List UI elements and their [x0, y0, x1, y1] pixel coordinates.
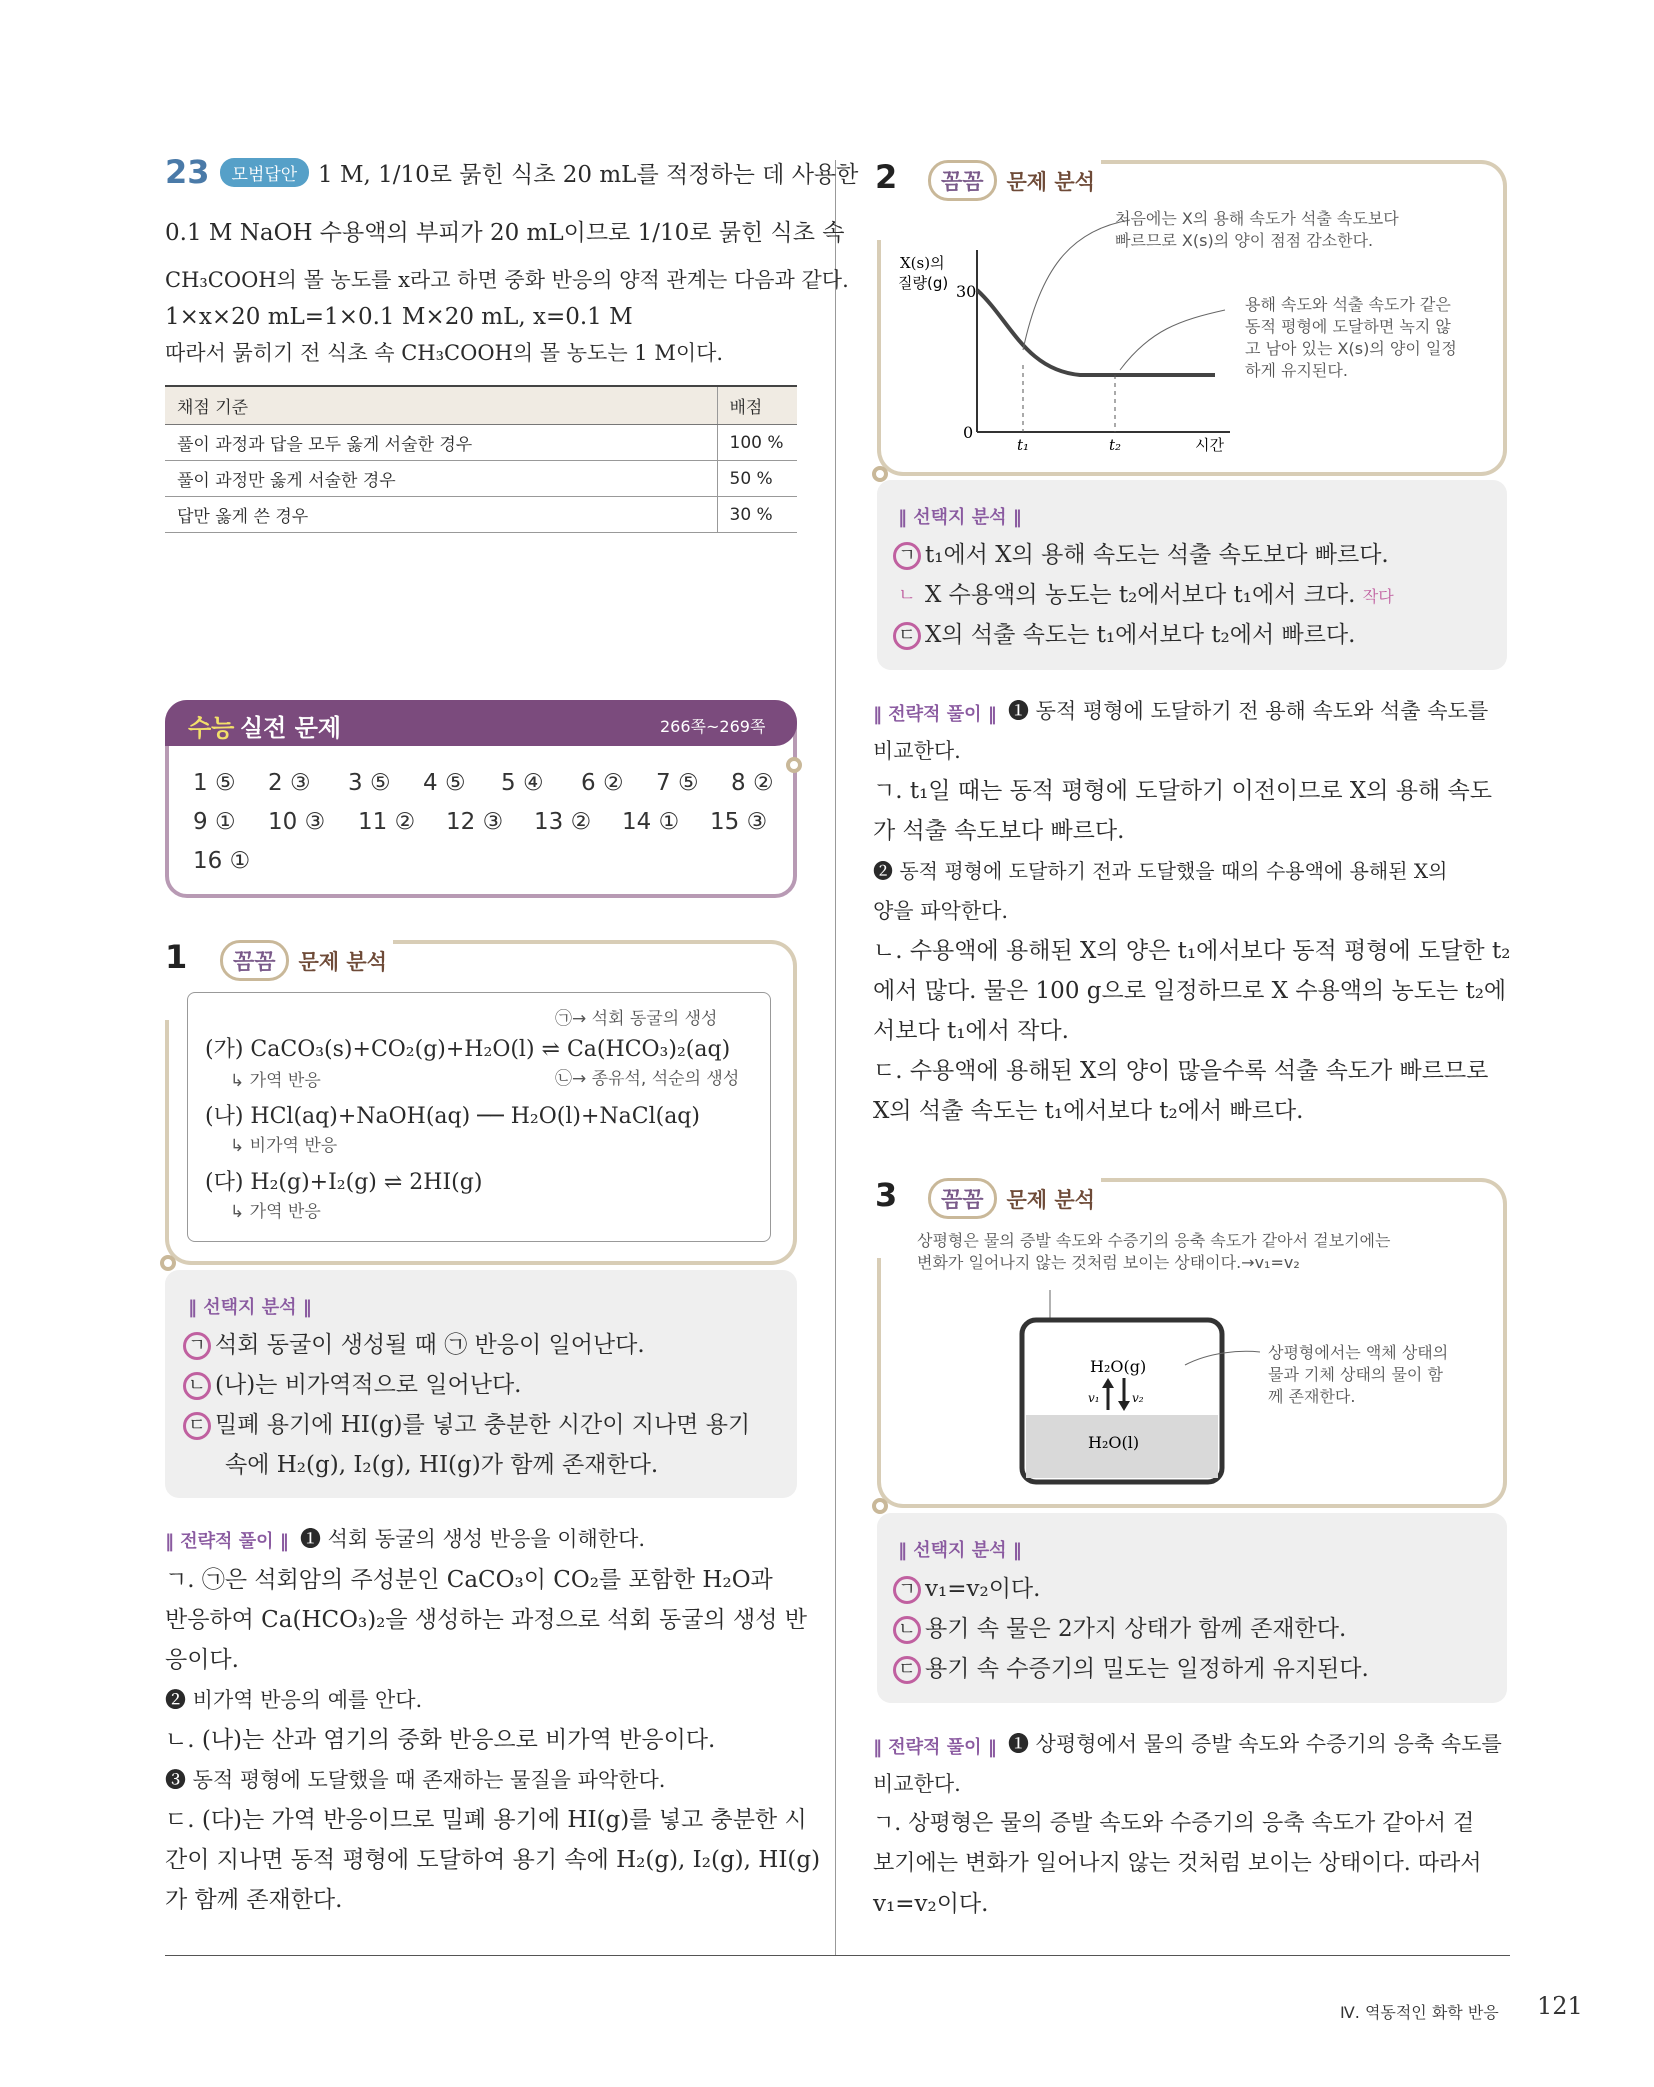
p1-strat-line: ❶ 석회 동굴의 생성 반응을 이해한다.: [300, 1527, 646, 1551]
p3-choice-2: ㄴ 용기 속 물은 2가지 상태가 함께 존재한다.: [893, 1614, 1346, 1644]
p1-strat-line: ❷ 비가역 반응의 예를 안다.: [165, 1688, 423, 1712]
model-answer-badge: 모범답안: [220, 158, 310, 187]
eq-na: (나) HCl(aq)+NaOH(aq) ── H₂O(l)+NaCl(aq): [205, 1104, 700, 1129]
answer-item: 7 ⑤: [656, 770, 699, 796]
eq-da-sub: ↳ 가역 반응: [230, 1202, 321, 1222]
table-cell: 30 %: [717, 497, 797, 533]
page-number: 121: [1537, 1992, 1583, 2020]
table-cell: 풀이 과정과 답을 모두 옳게 서술한 경우: [165, 425, 717, 461]
table-row: [165, 497, 797, 533]
p2-strat-line: ㄷ. 수용액에 용해된 X의 양이 많을수록 석출 속도가 빠르므로: [873, 1058, 1489, 1084]
kk-badge: 꼼꼼: [928, 1178, 997, 1219]
problem-2-dot: [872, 466, 888, 482]
p1-strat-line: ❸ 동적 평형에 도달했을 때 존재하는 물질을 파악한다.: [165, 1768, 666, 1792]
choice-analysis-title: ‖ 선택지 분석 ‖: [898, 1540, 1022, 1561]
p2-strat-line: ❷ 동적 평형에 도달하기 전과 도달했을 때의 수용액에 용해된 X의: [873, 859, 1448, 883]
p2-choice-2: ㄴ X 수용액의 농도는 t₂에서보다 t₁에서 크다. 작다: [898, 582, 1394, 608]
table-row: [165, 461, 797, 497]
p3-strat-line: v₁=v₂이다.: [873, 1891, 989, 1917]
answer-item: 13 ②: [534, 809, 592, 835]
problem-analysis-label: 문제 분석: [1006, 169, 1095, 194]
problem-3-dot: [872, 1498, 888, 1514]
table-header-points: 배점: [717, 386, 797, 425]
p2-note-2: 용해 속도와 석출 속도가 같은 동적 평형에 도달하면 녹지 않 고 남아 있는 X(s)의 양이 일정 하게 유지된다.: [1245, 295, 1457, 380]
problem-1-header: [214, 940, 393, 981]
col-divider: [835, 160, 836, 1955]
answer-item: 8 ②: [731, 770, 774, 796]
answer-item: 4 ⑤: [423, 770, 466, 796]
problem-1-number: 1: [165, 938, 188, 976]
p1-choice-3: ㄷ 밀폐 용기에 HI(g)를 넣고 충분한 시간이 지나면 용기: [183, 1410, 750, 1440]
problem-3-header: [922, 1178, 1101, 1219]
liquid-label: H₂O(l): [1088, 1433, 1140, 1452]
kk-badge: 꼼꼼: [220, 940, 289, 981]
p1-strat-line: 간이 지나면 동적 평형에 도달하여 용기 속에 H₂(g), I₂(g), HI(g): [165, 1847, 821, 1873]
scoring-table: [165, 385, 797, 533]
answer-item: 10 ③: [268, 809, 326, 835]
table-header-criteria: 채점 기준: [165, 386, 717, 425]
answer-item: 12 ③: [446, 809, 504, 835]
table-row: [165, 425, 797, 461]
p2-strat-line: ㄱ. t₁일 때는 동적 평형에 도달하기 이전이므로 X의 용해 속도: [873, 778, 1492, 804]
p2-strat-line: ❶ 동적 평형에 도달하기 전 용해 속도와 석출 속도를: [1008, 699, 1489, 723]
answer-item: 16 ①: [193, 848, 251, 874]
problem-3-frame-left: [877, 1258, 937, 1508]
eq-da: (다) H₂(g)+I₂(g) ⇌ 2HI(g): [205, 1170, 483, 1195]
q23-line-5: 따라서 묽히기 전 식초 속 CH₃COOH의 몰 농도는 1 M이다.: [165, 341, 724, 365]
answer-item: 6 ②: [581, 770, 624, 796]
answer-key-title-a: 수능: [188, 714, 235, 742]
q23-header: [165, 153, 309, 191]
p2-strat-line: 가 석출 속도보다 빠르다.: [873, 818, 1125, 844]
t1-label: t₁: [1017, 436, 1030, 454]
p2-strat-line: 에서 많다. 물은 100 g으로 일정하므로 X 수용액의 농도는 t₂에: [873, 978, 1507, 1004]
eq-ga-note-1: ㉠→ 석회 동굴의 생성: [555, 1009, 718, 1029]
footer-rule: [165, 1955, 1510, 1956]
p2-strat-line: 서보다 t₁에서 작다.: [873, 1018, 1069, 1044]
p3-note-right: 상평형에서는 액체 상태의 물과 기체 상태의 물이 함 께 존재한다.: [1268, 1343, 1449, 1406]
p2-choice-3: ㄷ X의 석출 속도는 t₁에서보다 t₂에서 빠르다.: [893, 620, 1355, 650]
choice-analysis-title: ‖ 선택지 분석 ‖: [898, 507, 1022, 528]
p1-choice-2: ㄴ (나)는 비가역적으로 일어난다.: [183, 1370, 522, 1400]
p1-strat-label: ‖ 전략적 풀이 ‖: [165, 1531, 289, 1552]
p1-choice-1: ㄱ 석회 동굴이 생성될 때 ㉠ 반응이 일어난다.: [183, 1330, 645, 1360]
mass-curve: [977, 290, 1215, 375]
answer-item: 2 ③: [268, 770, 311, 796]
answer-item: 14 ①: [622, 809, 680, 835]
p1-strat-line: 응이다.: [165, 1647, 239, 1673]
p3-choice-1: ㄱ v₁=v₂이다.: [893, 1574, 1040, 1604]
table-cell: 답만 옳게 쓴 경우: [165, 497, 717, 533]
p1-strat-line: 반응하여 Ca(HCO₃)₂을 생성하는 과정으로 석회 동굴의 생성 반: [165, 1607, 807, 1633]
eq-na-sub: ↳ 비가역 반응: [230, 1136, 338, 1156]
answer-item: 11 ②: [358, 809, 416, 835]
p3-strat-line: 보기에는 변화가 일어나지 않는 것처럼 보이는 상태이다. 따라서: [873, 1851, 1482, 1876]
y-label-2: 질량(g): [898, 274, 949, 292]
answer-item: 3 ⑤: [348, 770, 391, 796]
problem-2-header: [922, 160, 1101, 201]
p2-strat-label: ‖ 전략적 풀이 ‖: [873, 704, 997, 725]
answer-row-1: [193, 770, 791, 796]
correction-mark: 작다: [1362, 587, 1394, 606]
answer-row-3: [193, 848, 250, 874]
q23-line-2: 0.1 M NaOH 수용액의 부피가 20 mL이므로 1/10로 묽힌 식초 속: [165, 220, 845, 246]
problem-3-number: 3: [875, 1176, 898, 1214]
p1-choice-3b: 속에 H₂(g), I₂(g), HI(g)가 함께 존재한다.: [225, 1452, 659, 1478]
q23-line-3: CH₃COOH의 몰 농도를 x라고 하면 중화 반응의 양적 관계는 다음과 같다.: [165, 268, 849, 292]
p3-note-top: 상평형은 물의 증발 속도와 수증기의 응축 속도가 같아서 겉보기에는 변화가 일어나지 않는 것처럼 보이는 상태이다.→v₁=v₂: [917, 1231, 1391, 1272]
answer-item: 5 ④: [501, 770, 544, 796]
p1-strat-line: ㄱ. ㉠은 석회암의 주성분인 CaCO₃이 CO₂를 포함한 H₂O과: [165, 1567, 773, 1593]
p1-strat-line: ㄴ. (나)는 산과 염기의 중화 반응으로 비가역 반응이다.: [165, 1727, 716, 1753]
v1-label: v₁: [1088, 1391, 1100, 1405]
table-cell: 풀이 과정만 옳게 서술한 경우: [165, 461, 717, 497]
problem-analysis-label: 문제 분석: [298, 949, 387, 974]
answer-item: 15 ③: [710, 809, 768, 835]
p3-strat-line: ❶ 상평형에서 물의 증발 속도와 수증기의 응축 속도를: [1008, 1732, 1502, 1756]
p2-note-1: 처음에는 X의 용해 속도가 석출 속도보다 빠르므로 X(s)의 양이 점점 감소한다.: [1115, 209, 1399, 250]
table-cell: 100 %: [717, 425, 797, 461]
p2-choice-1: ㄱ t₁에서 X의 용해 속도는 석출 속도보다 빠르다.: [893, 540, 1389, 570]
p1-strat-line: 가 함께 존재한다.: [165, 1887, 343, 1913]
eq-ga: (가) CaCO₃(s)+CO₂(g)+H₂O(l) ⇌ Ca(HCO₃)₂(aq): [205, 1037, 731, 1062]
p2-strat-line: X의 석출 속도는 t₁에서보다 t₂에서 빠르다.: [873, 1098, 1304, 1124]
origin-label: 0: [963, 423, 974, 442]
note1-leader: [1023, 220, 1130, 350]
answer-row-2: [193, 809, 780, 835]
answer-key-pages: 266쪽~269쪽: [660, 717, 766, 736]
p2-strat-line: ㄴ. 수용액에 용해된 X의 양은 t₁에서보다 동적 평형에 도달한 t₂: [873, 938, 1511, 964]
p2-strat-line: 양을 파악한다.: [873, 899, 1009, 923]
p3-strat-line: ㄱ. 상평형은 물의 증발 속도와 수증기의 응축 속도가 같아서 겉: [873, 1811, 1475, 1836]
problem-2-number: 2: [875, 158, 898, 196]
q23-number: 23: [165, 153, 210, 191]
kk-badge: 꼼꼼: [928, 160, 997, 201]
p3-strat-label: ‖ 전략적 풀이 ‖: [873, 1737, 997, 1758]
table-cell: 50 %: [717, 461, 797, 497]
gas-label: H₂O(g): [1090, 1357, 1147, 1376]
q23-line-1: 1 M, 1/10로 묽힌 식초 20 mL를 적정하는 데 사용한: [318, 162, 859, 188]
eq-ga-note-2: ㉡→ 종유석, 석순의 생성: [555, 1069, 740, 1089]
v2-label: v₂: [1132, 1391, 1144, 1405]
problem-1-dot: [160, 1255, 176, 1271]
x-label: 시간: [1195, 436, 1224, 454]
eq-ga-sub: ↳ 가역 반응: [230, 1071, 321, 1091]
problem-analysis-label: 문제 분석: [1006, 1187, 1095, 1212]
note2-leader: [1120, 310, 1225, 370]
q23-line-4: 1×x×20 mL=1×0.1 M×20 mL, x=0.1 M: [165, 304, 633, 330]
y-label-1: X(s)의: [900, 254, 945, 272]
answer-item: 9 ①: [193, 809, 236, 835]
answer-key-title-b: 실전 문제: [240, 714, 342, 742]
t2-label: t₂: [1109, 436, 1122, 454]
p3-choice-3: ㄷ 용기 속 수증기의 밀도는 일정하게 유지된다.: [893, 1654, 1369, 1684]
footer-section: Ⅳ. 역동적인 화학 반응: [1340, 2003, 1499, 2022]
answer-item: 1 ⑤: [193, 770, 236, 796]
p1-strat-line: ㄷ. (다)는 가역 반응이므로 밀폐 용기에 HI(g)를 넣고 충분한 시: [165, 1807, 807, 1833]
p2-strat-line: 비교한다.: [873, 739, 961, 763]
choice-analysis-title: ‖ 선택지 분석 ‖: [188, 1297, 312, 1318]
p3-strat-line: 비교한다.: [873, 1772, 961, 1796]
y-tick-30: 30: [956, 282, 977, 301]
